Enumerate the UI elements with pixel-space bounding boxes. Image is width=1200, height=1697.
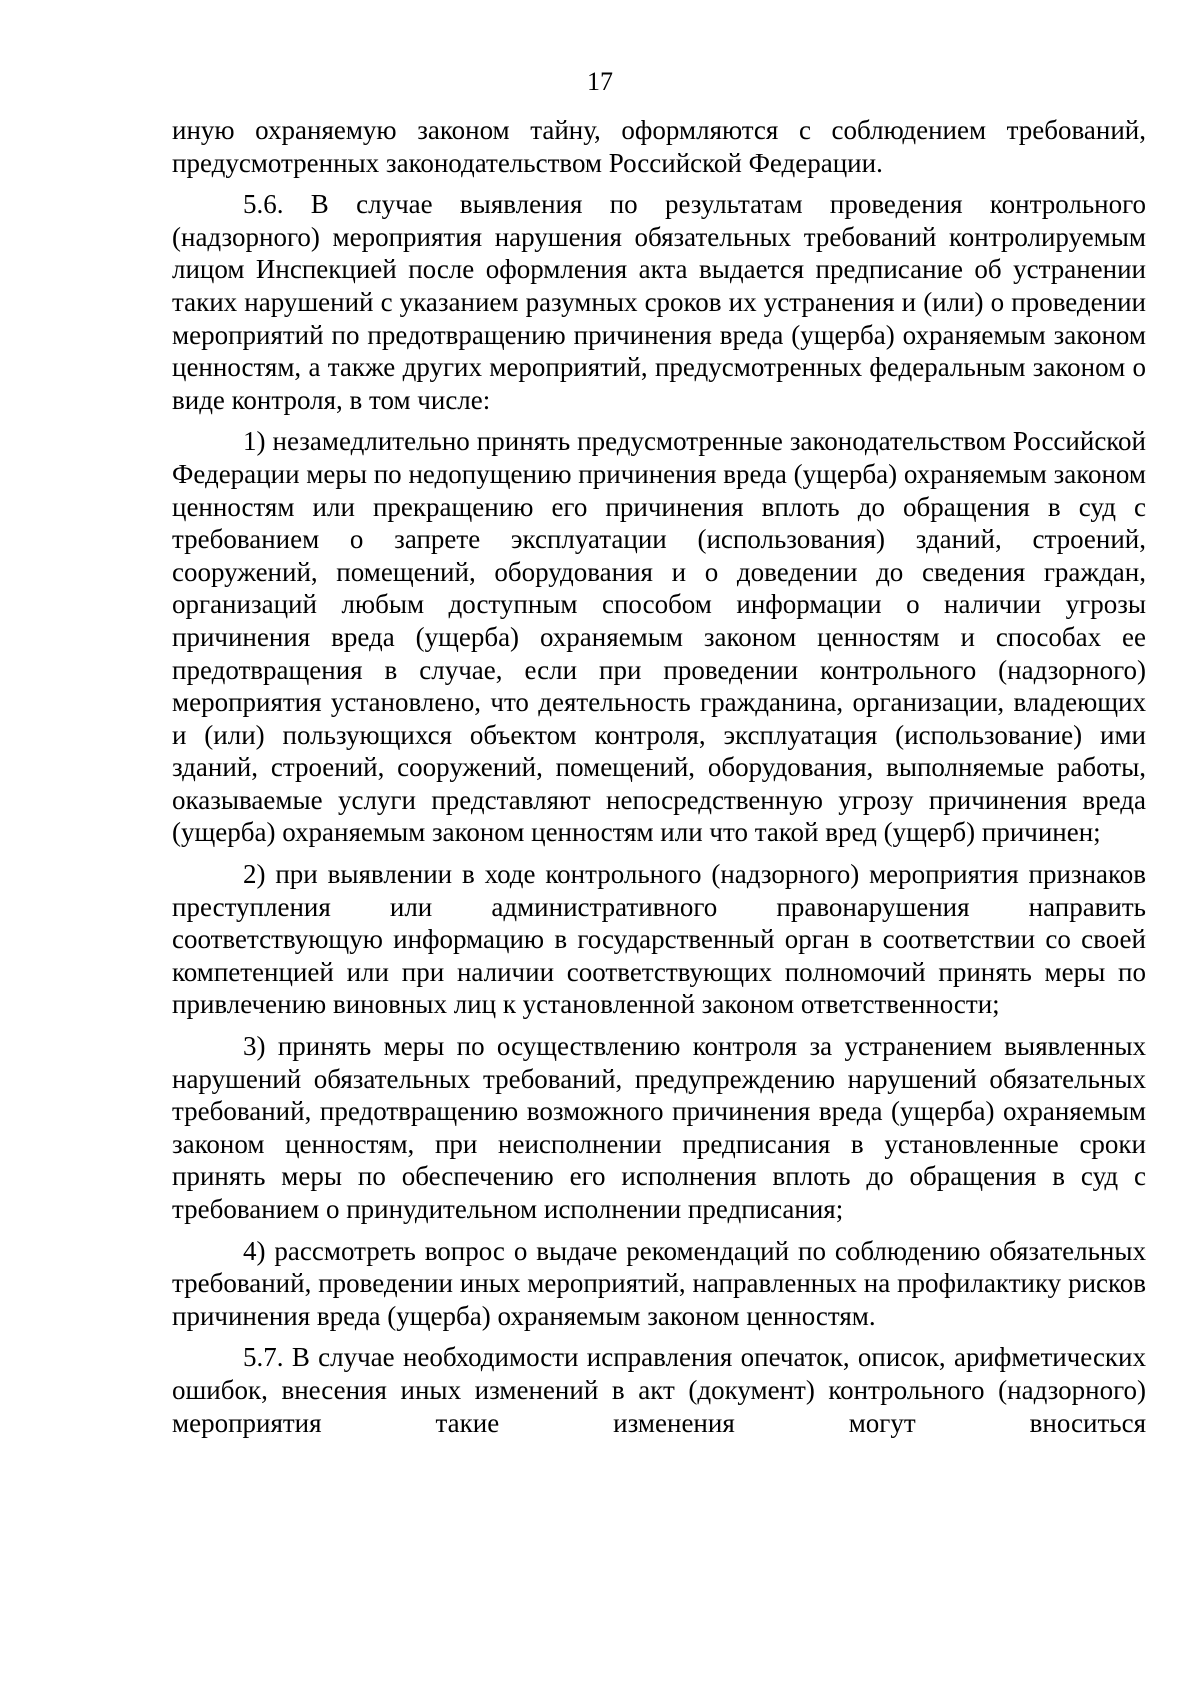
paragraph-item-3: 3) принять меры по осуществлению контроля за устранением выявленных нарушений обязательных требований, предупреждению нарушений обязательных требований, предотвращению возможного причинения вреда (ущерба) охраняемым законом ценностям, при неисполнении предписания в установленные сроки принять меры по обеспечению его исполнения вплоть до обращения в суд с требованием о принудительном исполнении предписания; — [172, 1031, 1146, 1224]
page-number: 17 — [587, 67, 613, 96]
document-body — [172, 114, 1146, 1448]
paragraph-item-4: 4) рассмотреть вопрос о выдаче рекомендаций по соблюдению обязательных требований, проведении иных мероприятий, направленных на профилактику рисков причинения вреда (ущерба) охраняемым законом ценностям. — [172, 1235, 1146, 1331]
paragraph-item-2: 2) при выявлении в ходе контрольного (надзорного) мероприятия признаков преступления или административного правонарушения направить соответствующую информацию в государственный орган в соответствии со своей компетенцией или при наличии соответствующих полномочий принять меры по привлечению виновных лиц к установленной законом ответственности; — [172, 859, 1146, 1020]
paragraph-continuation: иную охраняемую законом тайну, оформляются с соблюдением требований, предусмотренных законодательством Российской Федерации. — [172, 115, 1146, 178]
paragraph-5-7: 5.7. В случае необходимости исправления опечаток, описок, арифметических ошибок, внесения иных изменений в акт (документ) контрольного (надзорного) мероприятия такие изменения могут вноситься — [172, 1342, 1146, 1438]
paragraph-item-1: 1) незамедлительно принять предусмотренные законодательством Российской Федерации меры по недопущению причинения вреда (ущерба) охраняемым законом ценностям или прекращению его причинения вплоть до обращения в суд с требованием о запрете эксплуатации (использования) зданий, строений, сооружений, помещений, оборудования и о доведении до сведения граждан, организаций любым доступным способом информации о наличии угрозы причинения вреда (ущерба) охраняемым законом ценностям и способах ее предотвращения в случае, если при проведении контрольного (надзорного) мероприятия установлено, что деятельность гражданина, организации, владеющих и (или) пользующихся объектом контроля, эксплуатация (использование) ими зданий, строений, сооружений, помещений, оборудования, выполняемые работы, оказываемые услуги представляют непосредственную угрозу причинения вреда (ущерба) охраняемым законом ценностям или что такой вред (ущерб) причинен; — [172, 426, 1146, 848]
paragraph-5-6: 5.6. В случае выявления по результатам проведения контрольного (надзорного) мероприятия нарушения обязательных требований контролируемым лицом Инспекцией после оформления акта выдается предписание об устранении таких нарушений с указанием разумных сроков их устранения и (или) о проведении мероприятий по предотвращению причинения вреда (ущерба) охраняемым законом ценностям, а также других мероприятий, предусмотренных федеральным законом о виде контроля, в том числе: — [172, 189, 1146, 415]
